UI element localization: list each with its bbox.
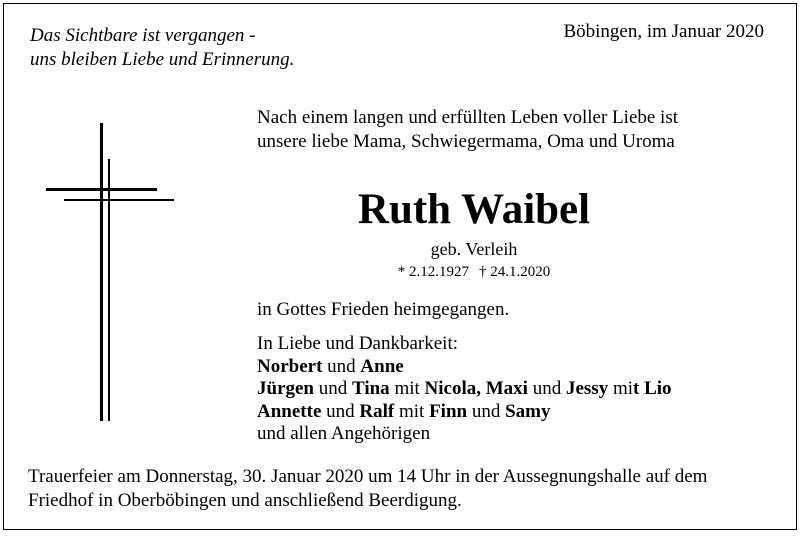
mourner-name: t Lio [633, 378, 672, 399]
intro-text [257, 106, 678, 154]
motto [30, 24, 294, 72]
birth-date: * 2.12.1927 [397, 264, 469, 280]
mourner-connector: mit [394, 400, 430, 422]
birth-name: geb. Verleih [430, 239, 518, 259]
motto-line-1: Das Sichtbare ist vergangen - [30, 25, 256, 46]
mourners-block [257, 333, 672, 446]
mourner-name: Norbert [257, 355, 323, 377]
mourner-name: Anne [360, 355, 404, 377]
mourner-connector: mi [608, 378, 634, 399]
life-dates [324, 262, 624, 282]
mourner-connector: und [527, 378, 566, 399]
cross-icon [44, 119, 184, 424]
deceased-block [324, 184, 624, 282]
funeral-info [28, 465, 768, 513]
mourners-line [257, 378, 672, 401]
mourner-name: Annette [257, 400, 322, 422]
mourners-line [257, 401, 672, 424]
mourners-line [257, 356, 672, 379]
mourner-connector: und [322, 355, 361, 377]
intro-line-2: unsere liebe Mama, Schwiegermama, Oma und Uroma [257, 131, 675, 152]
funeral-line-1: Trauerfeier am Donnerstag, 30. Januar 2020 um 14 Uhr in der Aussegnungshalle auf dem [28, 466, 708, 487]
mourner-name: Jessy [565, 378, 609, 399]
mourner-name: Tina [352, 378, 390, 399]
passed-away-text: in Gottes Frieden heimgegangen. [257, 299, 510, 320]
funeral-line-2: Friedhof in Oberböbingen und anschließend Beerdigung. [28, 490, 462, 511]
mourners-heading: In Liebe und Dankbarkeit: [257, 333, 459, 354]
deceased-name: Ruth Waibel [357, 186, 591, 233]
death-date: † 24.1.2020 [479, 264, 551, 280]
mourner-connector: und [321, 400, 360, 422]
mourner-name: Nicola, Maxi [424, 378, 528, 399]
mourner-name: Samy [505, 400, 551, 422]
mourner-name: Jürgen [257, 378, 314, 399]
obituary-notice [3, 3, 797, 530]
place-date: Böbingen, im Januar 2020 [563, 21, 764, 42]
mourner-connector: und [467, 400, 506, 422]
mourner-name: Finn [429, 400, 468, 422]
mourner-connector: mit [389, 378, 425, 399]
intro-line-1: Nach einem langen und erfüllten Leben voller Liebe ist [257, 107, 679, 128]
mourners-closing: und allen Angehörigen [257, 423, 431, 444]
mourner-connector: und [314, 378, 352, 399]
motto-line-2: uns bleiben Liebe und Erinnerung. [30, 49, 295, 70]
mourner-name: Ralf [359, 400, 395, 422]
